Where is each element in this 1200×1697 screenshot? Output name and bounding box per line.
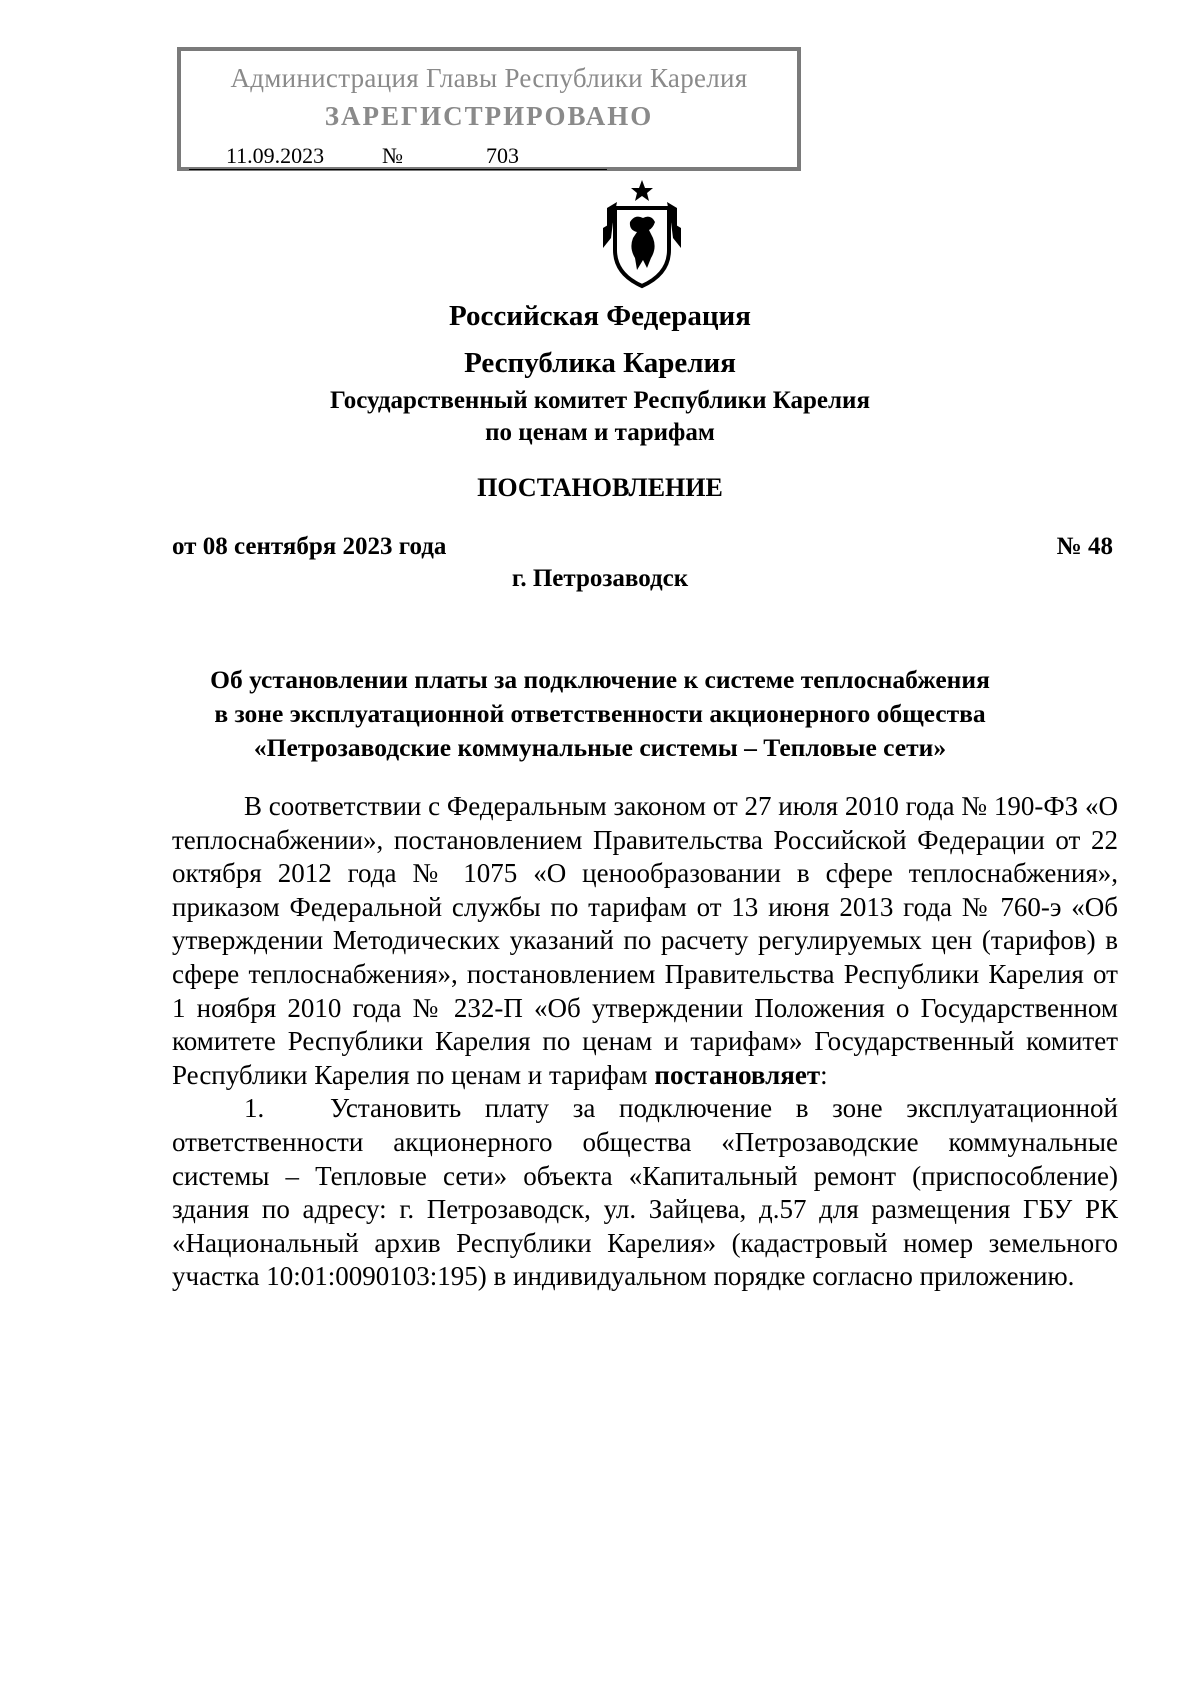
stamp-date: 11.09.2023 [226, 143, 325, 168]
subject-line-3: «Петрозаводские коммунальные системы – Тепловые сети» [253, 733, 947, 762]
document-date: от 08 сентября 2023 года [172, 533, 447, 560]
item-1-text: Установить плату за подключение в зоне эксплуатационной ответственности акционерного общества «Петрозаводские коммунальные системы – Тепловые сети» объекта «Капитальный ремонт (приспособление) здания по адресу: г. Петрозаводск, ул. Зайцева, д.57 для размещения ГБУ РК «Национальный архив Республики Карелия» (кадастровый номер земельного участка 10:01:0090103:195) в индивидуальном порядке согласно приложению. [172, 1093, 1118, 1292]
subject-line-1: Об установлении платы за подключение к системе теплоснабжения [210, 665, 990, 694]
preamble-text: В соответствии с Федеральным законом от 27 июля 2010 года № 190-ФЗ «О теплоснабжении», постановлением Правительства Российской Федерации от 22 октября 2012 года № 1075 «О ценообразовании в сфере теплоснабжения», приказом Федеральной службы по тарифам от 13 июня 2013 года № 760-э «Об утверждении Методических указаний по расчету регулируемых цен (тарифов) в сфере теплоснабжения», постановлением Правительства Республики Карелия от 1 ноября 2010 года № 232-П «Об утверждении Положения о Государственном комитете Республики Карелия по ценам и тарифам» Государственный комитет Республики Карелия по ценам и тарифам [172, 791, 1118, 1090]
document-type: ПОСТАНОВЛЕНИЕ [477, 473, 723, 502]
country-title: Российская Федерация [449, 300, 751, 332]
resolves-word: постановляет [654, 1059, 821, 1090]
document-city: г. Петрозаводск [511, 565, 689, 592]
subject-line-2: в зоне эксплуатационной ответственности акционерного общества [214, 699, 986, 728]
item-1-number: 1. [244, 1093, 265, 1124]
document-subject [150, 663, 1050, 765]
karelia-coat-of-arms-icon [597, 178, 687, 290]
stamp-organization: Администрация Главы Республики Карелия [230, 63, 748, 93]
item-1-paragraph [172, 1092, 1118, 1294]
preamble-paragraph [172, 790, 1118, 1092]
stamp-underline [189, 169, 607, 170]
stamp-status: ЗАРЕГИСТРИРОВАНО [324, 101, 654, 131]
resolves-colon: : [820, 1059, 828, 1090]
republic-title: Республика Карелия [464, 347, 736, 379]
document-body [172, 790, 1118, 1294]
committee-line-1: Государственный комитет Республики Карелия [330, 387, 870, 414]
document-number: № 48 [1056, 533, 1113, 560]
stamp-number: 703 [486, 143, 519, 168]
committee-line-2: по ценам и тарифам [485, 419, 715, 446]
stamp-number-sign: № [382, 143, 403, 168]
